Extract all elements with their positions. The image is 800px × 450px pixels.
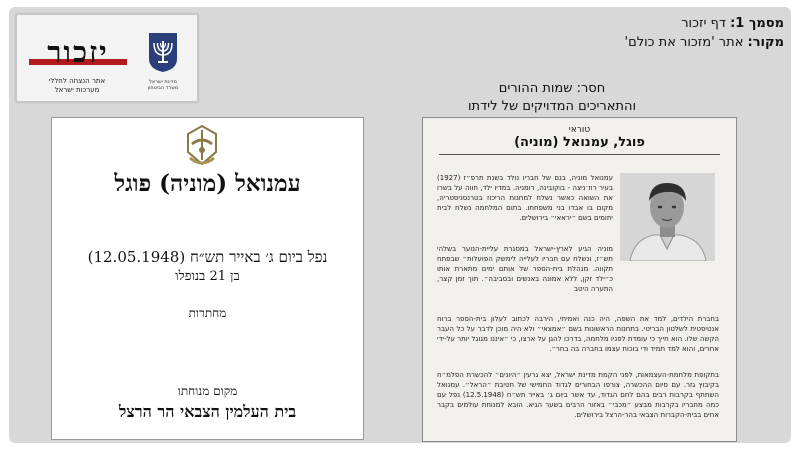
- portrait-image: [620, 173, 715, 261]
- missing-info-note: חסר: שמות ההורים והתאריכים המדויקים של לידתו: [467, 81, 637, 114]
- card-rest-place: בית העלמין הצבאי הר הרצל: [118, 402, 297, 421]
- card-name: עמנואל (מוניה) פוגל: [114, 170, 301, 197]
- card-age: בן 21 בנופלו: [175, 269, 240, 284]
- document-source-line: [625, 33, 784, 52]
- document-title-line: [625, 14, 784, 33]
- yizkor-wordmark: [29, 33, 127, 71]
- logo-caption: אתר הנצחה לחללי מערכות ישראל: [48, 77, 106, 94]
- portrait-photo: [620, 173, 715, 261]
- bio-paragraph-2: מוניה הגיע לארץ-ישראל במסגרת עליית-הנוער בשלהי תש״ז, ונשלח עם חבריו לעלייה לימשק הפועלות״ שבפתח תקווה. מנהלת בית-הספר של אותם ימים מתארת אותו כ״ילד זקן, ללא אמונה באנשים ובסביבה״. תוך זמן קצר, התערה היטב: [437, 245, 613, 293]
- bio-rank: טוראי: [568, 125, 591, 135]
- doc-value: דף יזכור: [681, 16, 726, 31]
- source-value: אתר 'מזכור את כולם': [624, 35, 744, 50]
- yizkor-logo: [16, 14, 198, 102]
- doc-label: מסמך 1:: [730, 16, 784, 31]
- card-fell-date: נפל ביום ג׳ באייר תש״ח (12.05.1948): [87, 248, 328, 266]
- card-rest-label: מקום מנוחתו: [177, 384, 238, 398]
- bio-paragraph-3: בתקופת מלחמת-העצמאות, לפני הקמת מדינת ישראל, יצא גרעין ״היונים״ להכשרת הפלמ״ח בקיבוץ גזר. עם סיום ההכשרה, צורפו הבחורים לגדוד החמישי של חטיבת ״הראל״. עמנואל השתתף בקרבות רבים בהם לחם הגדוד, עד אשר ביום ג׳ באייר תש״ח (12.5.1948) נפל עם כמה מחבריו בקרבות מבצע ״מכבי״ באזור הרבים בשער הגיא. הובא למנוחת עולמים בקבר אחים בבית-הקברות הצבאי בהר-הרצל בירושלים.: [437, 371, 719, 419]
- emblem-caption: מדינת ישראל משרד הביטחון: [147, 79, 179, 91]
- document-header: [625, 14, 784, 52]
- source-label: מקור:: [747, 35, 784, 50]
- card-unit: מחתרות: [188, 306, 227, 320]
- bio-paragraph-1: עמנואל מוניה, בנם של חבריו נולד בשנת תרפ״ז (1927) בעיר רוז׳ניצה - בוקובינה, רומניה. במדיו ילד, חווה על בשרו את השואה כאשר נשלח למחנות הריכוז בטרנסניסטריה, מקום בו אבדו בני משפחתו. בתום המלחמה נשלח לבית יתומים בשם ״יראאי״ בירושלים.: [437, 174, 613, 222]
- bio-name: פוגל, עמנואל (מוניה): [514, 135, 645, 150]
- memorial-card: [51, 117, 364, 440]
- wordmark-text: יזכור: [47, 35, 109, 69]
- bio-divider: [439, 154, 720, 155]
- bio-paragraph-2-continued: בחברת הילדים, למד את השפה, היה כנה ואמיתי, הירבה לכתוב לעלון בית-הספר ברוח אנטיפטית לשלטון הבריטי. בתחנות הראשונות בשם ״אמצאי״ ולא היה מוכן לדבר על כל העבר הקשה שלו. הוא חייך כי עומדת לפניו מלחמה, בדרכו להגן על ארצו, כי ״איננו מגוגל יותר על-ידי אחרים, והוא למד תמיד ודי בוכות עצמו בחברה בה בחר״.: [437, 315, 719, 353]
- state-emblem-icon: [145, 31, 181, 73]
- idf-emblem-icon: [180, 124, 224, 168]
- biography-page: [422, 117, 737, 442]
